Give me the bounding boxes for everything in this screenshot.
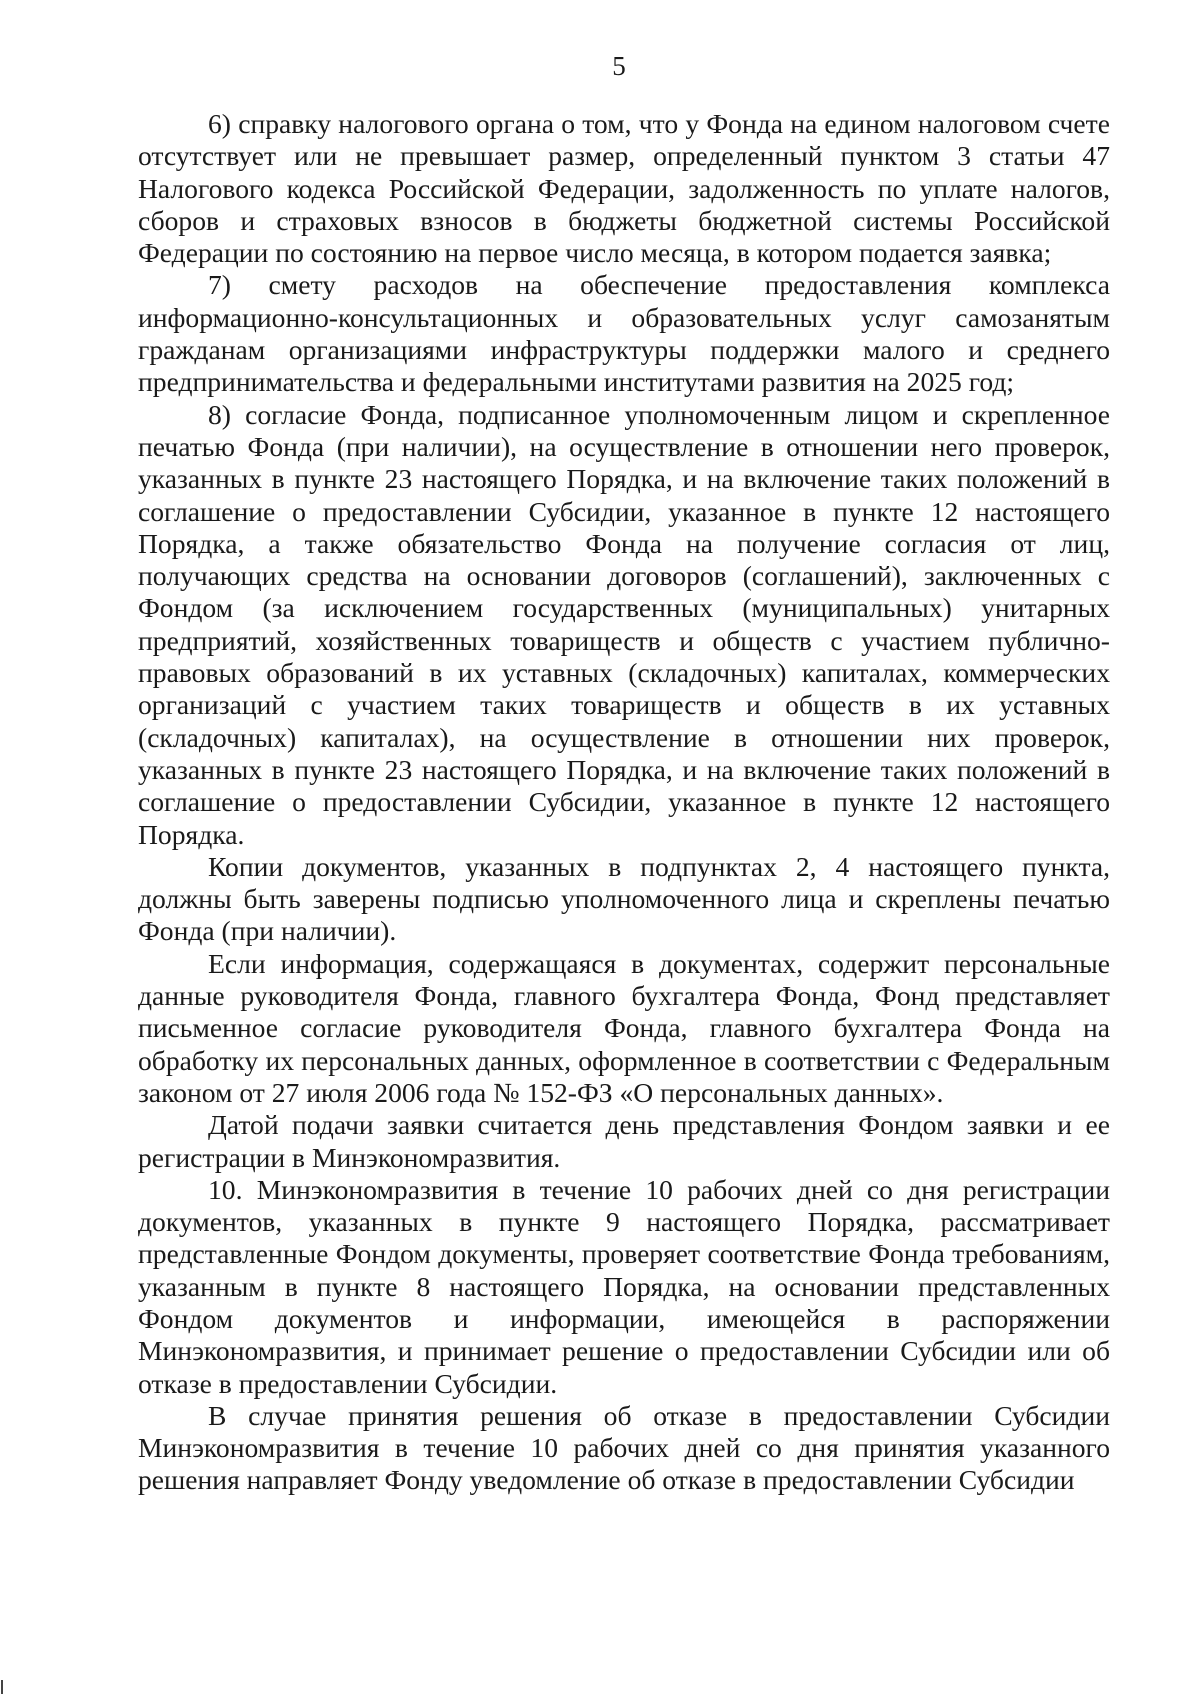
paragraph-item-6: 6) справку налогового органа о том, что у Фонда на едином налоговом счете отсутствует или не превышает размер, определенный пунктом 3 статьи 47 Налогового кодекса Российской Федерации, задолженность по уплате налогов, сборов и страховых взносов в бюджеты бюджетной системы Российской Федерации по состоянию на первое число месяца, в котором подается заявка; xyxy=(138,108,1110,269)
paragraph-personal-data: Если информация, содержащаяся в документах, содержит персональные данные руководителя Фонда, главного бухгалтера Фонда, Фонд представляет письменное согласие руководителя Фонда, главного бухгалтера Фонда на обработку их персональных данных, оформленное в соответствии с Федеральным законом от 27 июля 2006 года № 152-ФЗ «О персональных данных». xyxy=(138,947,1110,1108)
paragraph-item-7: 7) смету расходов на обеспечение предоставления комплекса информационно-консультационных и образовательных услуг самозанятым гражданам организациями инфраструктуры поддержки малого и среднего предпринимательства и федеральными институтами развития на 2025 год; xyxy=(138,269,1110,398)
scan-mark xyxy=(1,1680,3,1694)
document-body xyxy=(138,108,1110,1497)
page-number: 5 xyxy=(612,51,626,81)
paragraph-item-8: 8) согласие Фонда, подписанное уполномоченным лицом и скрепленное печатью Фонда (при наличии), на осуществление в отношении него проверок, указанных в пункте 23 настоящего Порядка, и на включение таких положений в соглашение о предоставлении Субсидии, указанное в пункте 12 настоящего Порядка, а также обязательство Фонда на получение согласия от лиц, получающих средства на основании договоров (соглашений), заключенных с Фондом (за исключением государственных (муниципальных) унитарных предприятий, хозяйственных товариществ и обществ с участием публично-правовых образований в их уставных (складочных) капиталах, коммерческих организаций с участием таких товариществ и обществ в их уставных (складочных) капиталах), на осуществление в отношении них проверок, указанных в пункте 23 настоящего Порядка, и на включение таких положений в соглашение о предоставлении Субсидии, указанное в пункте 12 настоящего Порядка. xyxy=(138,398,1110,850)
paragraph-submission-date: Датой подачи заявки считается день представления Фондом заявки и ее регистрации в Минэкономразвития. xyxy=(138,1109,1110,1173)
paragraph-copies: Копии документов, указанных в подпунктах 2, 4 настоящего пункта, должны быть заверены подписью уполномоченного лица и скреплены печатью Фонда (при наличии). xyxy=(138,850,1110,947)
paragraph-refusal: В случае принятия решения об отказе в предоставлении Субсидии Минэкономразвития в течение 10 рабочих дней со дня принятия указанного решения направляет Фонду уведомление об отказе в предоставлении Субсидии xyxy=(138,1399,1110,1496)
paragraph-clause-10: 10. Минэкономразвития в течение 10 рабочих дней со дня регистрации документов, указанных в пункте 9 настоящего Порядка, рассматривает представленные Фондом документы, проверяет соответствие Фонда требованиям, указанным в пункте 8 настоящего Порядка, на основании представленных Фондом документов и информации, имеющейся в распоряжении Минэкономразвития, и принимает решение о предоставлении Субсидии или об отказе в предоставлении Субсидии. xyxy=(138,1173,1110,1399)
